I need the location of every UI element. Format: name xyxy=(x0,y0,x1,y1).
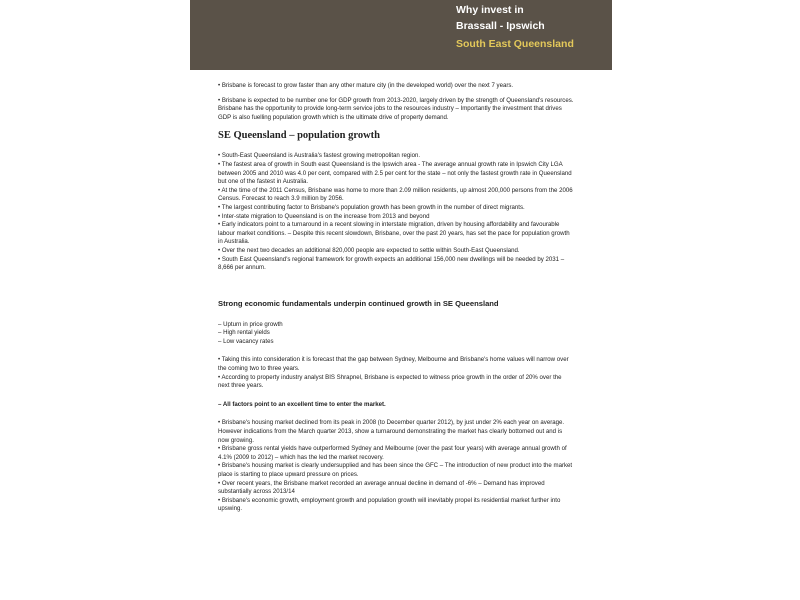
market-bullet: • Brisbane's housing market declined from its peak in 2008 (to December quarter 2012), by just under 2% each year on average. However indications from the March quarter 2013, show a turnaround demonstrating the market has clearly bottomed out and is now growing. xyxy=(218,419,565,444)
document-body xyxy=(218,82,574,514)
population-bullet: • At the time of the 2011 Census, Brisbane was home to more than 2.09 million residents, up almost 200,000 persons from the 2006 Census. Forecast to reach 3.9 million by 2056. xyxy=(218,186,573,203)
dash-item: – Low vacancy rates xyxy=(218,337,274,345)
header-banner xyxy=(190,0,612,70)
header-line-1: Why invest in xyxy=(456,4,524,16)
conclusion-line: – All factors point to an excellent time to enter the market. xyxy=(218,400,386,408)
economy-bullet: • According to property industry analyst BIS Shrapnel, Brisbane is expected to witness price growth in the order of 20% over the next three years. xyxy=(218,373,562,390)
population-bullet: • The fastest area of growth in South east Queensland is the Ipswich area - The average annual growth rate in Ipswich City LGA between 2005 and 2010 was 4.0 per cent, compared with 2.5 per cent for the state – not only the fastest growth rate in Queensland but one of the fastest in Australia. xyxy=(218,160,572,186)
population-bullet: • The largest contributing factor to Brisbane's population growth has been growth in the number of direct migrants. xyxy=(218,203,525,211)
economy-bullet: • Taking this into consideration it is forecast that the gap between Sydney, Melbourne and Brisbane's home values will narrow over the coming two to three years. xyxy=(218,356,569,373)
document-page xyxy=(190,0,612,600)
section-heading-population: SE Queensland – population growth xyxy=(218,130,381,142)
market-bullet: • Brisbane's housing market is clearly undersupplied and has been since the GFC – The introduction of new product into the market place is starting to place upward pressure on prices. xyxy=(218,462,573,478)
market-bullet: • Brisbane's economic growth, employment growth and population growth will inevitably propel its residential market further into upswing. xyxy=(218,496,561,513)
dash-item: – High rental yields xyxy=(218,329,270,337)
population-bullet: • Early indicators point to a turnaround in a recent slowing in interstate migration, driven by housing affordability and favourable labour market conditions. – Despite this recent slowdown, Brisbane, over the past 20 years, has set the pace for population growth in Australia. xyxy=(218,221,570,246)
intro-bullet: • Brisbane is forecast to grow faster than any other mature city (in the developed world) over the next 7 years. xyxy=(218,82,514,89)
intro-bullet: • Brisbane is expected to be number one for GDP growth from 2013-2020, largely driven by the strength of Queensland's resources. Brisbane has the opportunity to provide long-term service jobs to the resources industry – Importantly the investment that drives GDP is also fuelling population growth which is the ultimate drive of property demand. xyxy=(218,96,574,121)
population-bullet: • Inter-state migration to Queensland is on the increase from 2013 and beyond xyxy=(218,212,430,220)
dash-item: – Upturn in price growth xyxy=(218,320,283,328)
population-bullet: • Over the next two decades an additional 820,000 people are expected to settle within South-East Queensland. xyxy=(218,246,520,254)
market-bullet: • Over recent years, the Brisbane market recorded an average annual decline in demand of -6% – Demand has improved substantially across 2013/14 xyxy=(218,479,545,496)
market-bullet: • Brisbane gross rental yields have outperformed Sydney and Melbourne (over the past four years) with average annual growth of 4.1% (2009 to 2012) – which has the led the market recovery. xyxy=(218,445,567,461)
population-bullet: • South-East Queensland is Australia's fastest growing metropolitan region. xyxy=(218,152,421,160)
section-heading-economy: Strong economic fundamentals underpin continued growth in SE Queensland xyxy=(218,298,499,308)
population-bullet: • South East Queensland's regional framework for growth expects an additional 156,000 new dwellings will be needed by 2031 – 8,666 per annum. xyxy=(218,255,565,272)
header-line-2: Brassall - Ipswich xyxy=(456,20,545,32)
header-line-3: South East Queensland xyxy=(456,38,574,50)
